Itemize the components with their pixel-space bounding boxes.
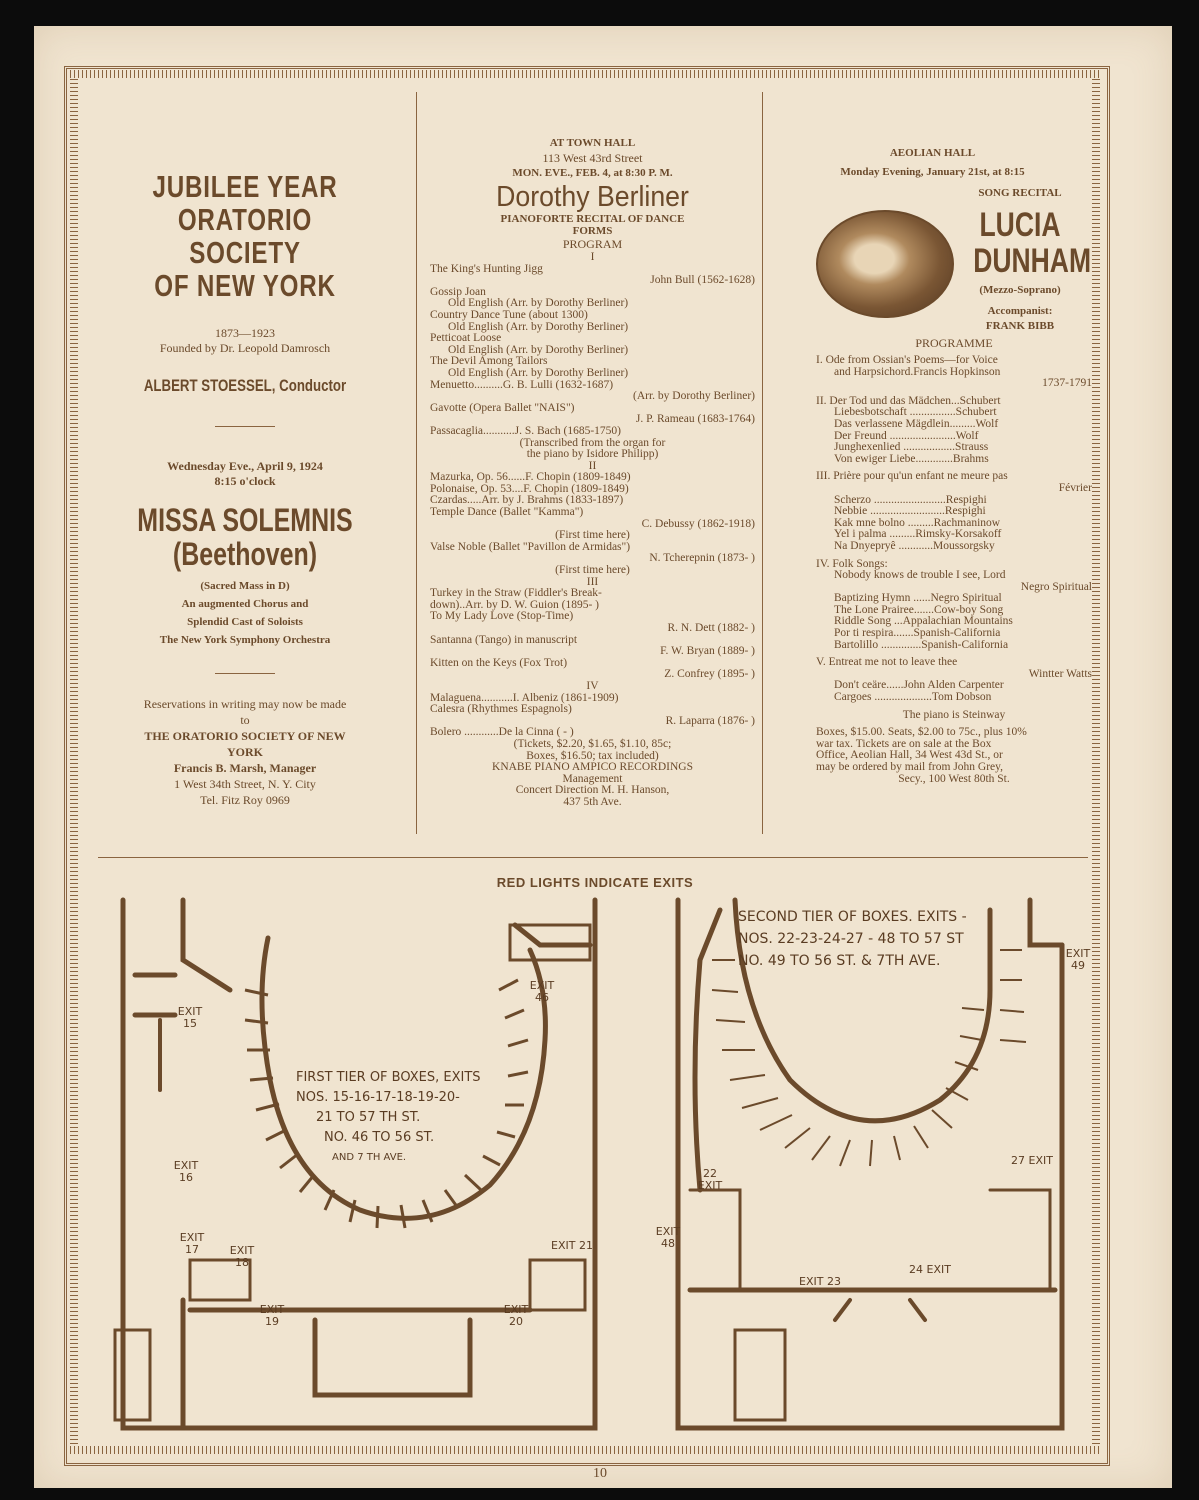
program-line: Country Dance Tune (about 1300) bbox=[430, 308, 588, 321]
recital-title: FORMS bbox=[572, 225, 613, 237]
program-line: Na Dnyepryê ............Moussorgsky bbox=[834, 539, 995, 552]
program-line: Passacaglia...........J. S. Bach (1685-1750) bbox=[430, 424, 621, 437]
program-line: III bbox=[586, 575, 599, 588]
program-line: Z. Confrey (1895- ) bbox=[664, 668, 755, 681]
program-line: II. Der Tod und das Mädchen...Schubert bbox=[816, 394, 1001, 407]
program-line: Old English (Arr. by Dorothy Berliner) bbox=[448, 343, 629, 356]
first-tier-wall-right bbox=[515, 925, 590, 945]
programme-label: PROGRAMME bbox=[915, 336, 993, 350]
first-tier-stage bbox=[315, 1320, 470, 1395]
program-line: Boxes, $15.00. Seats, $2.00 to 75c., plus 10% bbox=[816, 726, 1027, 739]
program-line: Gossip Joan bbox=[430, 285, 486, 298]
recital-date: Monday Evening, January 21st, at 8:15 bbox=[840, 166, 1025, 178]
founded: Founded by Dr. Leopold Damrosch bbox=[159, 341, 331, 355]
first-tier-note-line: FIRST TIER OF BOXES, EXITS bbox=[296, 1070, 481, 1085]
accompanist-label: Accompanist: bbox=[987, 305, 1053, 317]
program-line: The King's Hunting Jigg bbox=[430, 262, 543, 275]
first-tier-note-line: NOS. 15-16-17-18-19-20- bbox=[296, 1090, 460, 1105]
reservations-line: Reservations in writing may now be made bbox=[143, 697, 347, 711]
concert-date: Wednesday Eve., April 9, 1924 bbox=[167, 459, 323, 473]
program-line: I. Ode from Ossian's Poems—for Voice bbox=[816, 354, 998, 366]
program-line: may be ordered by mail from John Grey, bbox=[816, 761, 1004, 773]
program-line: Baptizing Hymn ......Negro Spiritual bbox=[834, 592, 1002, 605]
address: 1 West 34th Street, N. Y. City bbox=[174, 777, 316, 791]
accompanist-name: FRANK BIBB bbox=[985, 320, 1055, 332]
exit-label: EXIT 16 bbox=[173, 1159, 199, 1184]
program-line: Von ewiger Liebe.............Brahms bbox=[834, 452, 989, 465]
program-line: Scherzo .........................Respighi bbox=[834, 493, 987, 506]
program-line: (Arr. by Dorothy Berliner) bbox=[633, 390, 755, 403]
venue-address: 113 West 43rd Street bbox=[542, 151, 643, 165]
program-line: Concert Direction M. H. Hanson, bbox=[515, 784, 670, 797]
exit-label: EXIT 17 bbox=[179, 1231, 205, 1256]
program-line: Mazurka, Op. 56......F. Chopin (1809-1849) bbox=[430, 471, 631, 484]
program-line: Turkey in the Straw (Fiddler's Break- bbox=[430, 587, 602, 600]
program-line: The Devil Among Tailors bbox=[430, 355, 548, 368]
artist-first-name: LUCIA bbox=[979, 206, 1061, 244]
exit-label: EXIT 15 bbox=[177, 1005, 203, 1030]
org-line: YORK bbox=[227, 745, 263, 759]
program-line: Polonaise, Op. 53....F. Chopin (1809-1849) bbox=[430, 482, 629, 495]
years: 1873—1923 bbox=[215, 326, 275, 340]
program-line: Junghexenlied ..................Strauss bbox=[834, 441, 989, 454]
program-line: Santanna (Tango) in manuscript bbox=[430, 633, 578, 646]
program-line: Bolero ............De la Cinna ( - ) bbox=[430, 726, 574, 739]
program-label: PROGRAM bbox=[562, 237, 623, 251]
venue: AEOLIAN HALL bbox=[889, 147, 976, 159]
program-line: I bbox=[590, 251, 595, 263]
program-line: Negro Spiritual bbox=[1020, 580, 1092, 593]
program-line: Calesra (Rhythmes Espagnols) bbox=[430, 703, 572, 716]
first-tier-wall-left bbox=[183, 900, 230, 990]
program-line: Old English (Arr. by Dorothy Berliner) bbox=[448, 366, 629, 379]
exit-label: EXIT 18 bbox=[229, 1244, 255, 1269]
program-line: Février bbox=[1058, 481, 1092, 494]
program-line: Kitten on the Keys (Fox Trot) bbox=[430, 656, 568, 669]
program-line: Secy., 100 West 80th St. bbox=[898, 772, 1010, 785]
program-line: (Transcribed from the organ for bbox=[519, 436, 666, 449]
exit-label: EXIT 19 bbox=[259, 1303, 285, 1328]
program-line: (First time here) bbox=[555, 529, 630, 542]
program-line: Liebesbotschaft ................Schubert bbox=[834, 406, 997, 419]
first-tier-note-line: AND 7 TH AVE. bbox=[332, 1152, 407, 1163]
work-composer: (Beethoven) bbox=[172, 536, 318, 572]
program-line: and Harpsichord.Francis Hopkinson bbox=[834, 365, 1001, 378]
program-line: Kak mne bolno .........Rachmaninow bbox=[834, 516, 1001, 529]
conductor: ALBERT STOESSEL, Conductor bbox=[143, 376, 347, 395]
program-line: N. Tcherepnin (1873- ) bbox=[649, 552, 755, 565]
program-line: Bartolillo ..............Spanish-California bbox=[834, 638, 1009, 651]
program-line: Wintter Watts bbox=[1028, 667, 1092, 680]
work-title: MISSA SOLEMNIS bbox=[137, 502, 353, 538]
program-line: Czardas.....Arr. by J. Brahms (1833-1897) bbox=[430, 494, 624, 507]
program-line: F. W. Bryan (1889- ) bbox=[660, 645, 755, 658]
first-tier-note-line: NO. 46 TO 56 ST. bbox=[324, 1130, 435, 1145]
exit-label: EXIT 46 bbox=[529, 979, 555, 1004]
exit-label: 22 EXIT bbox=[697, 1167, 723, 1192]
artist-name: Dorothy Berliner bbox=[496, 181, 689, 213]
program-line: Nobody knows de trouble I see, Lord bbox=[834, 569, 1006, 582]
exit-label: 24 EXIT bbox=[909, 1263, 951, 1276]
subtitle-line: The New York Symphony Orchestra bbox=[159, 634, 331, 646]
exits-heading: RED LIGHTS INDICATE EXITS bbox=[496, 875, 694, 890]
exit-label: EXIT 48 bbox=[655, 1225, 681, 1250]
program-line: IV. Folk Songs: bbox=[816, 557, 888, 570]
program-line: Old English (Arr. by Dorothy Berliner) bbox=[448, 320, 629, 333]
subtitle-line: (Sacred Mass in D) bbox=[200, 580, 290, 592]
ad-title-line: OF NEW YORK bbox=[154, 268, 336, 303]
recital-title: PIANOFORTE RECITAL OF DANCE bbox=[500, 213, 685, 225]
program-line: V. Entreat me not to leave thee bbox=[816, 656, 958, 669]
program-line: The piano is Steinway bbox=[902, 708, 1006, 721]
program-line: The Lone Prairee.......Cow-boy Song bbox=[834, 603, 1004, 616]
program-line: R. N. Dett (1882- ) bbox=[667, 622, 755, 634]
artist-last-name: DUNHAM bbox=[973, 242, 1092, 280]
program-line: Yel i palma .........Rimsky-Korsakoff bbox=[834, 528, 1002, 541]
second-tier-left-arc bbox=[695, 910, 720, 1190]
second-tier-note bbox=[738, 906, 1038, 972]
program-line: Por ti respira.......Spanish-California bbox=[834, 627, 1001, 640]
program-line: C. Debussy (1862-1918) bbox=[641, 517, 755, 530]
org-line: THE ORATORIO SOCIETY OF NEW bbox=[144, 729, 346, 743]
program-line: (First time here) bbox=[555, 564, 630, 577]
subtitle-line: Splendid Cast of Soloists bbox=[187, 616, 303, 628]
program-line: Riddle Song ...Appalachian Mountains bbox=[834, 615, 1013, 628]
exit-label: EXIT 20 bbox=[503, 1303, 529, 1328]
second-tier-note-line: NO. 49 TO 56 ST. & 7TH AVE. bbox=[738, 953, 941, 969]
event-type: SONG RECITAL bbox=[978, 187, 1062, 199]
program-line: Petticoat Loose bbox=[430, 332, 502, 345]
program-line: Management bbox=[562, 772, 623, 785]
program-line: II bbox=[588, 459, 597, 472]
page-number: 10 bbox=[593, 1466, 607, 1481]
ad-title-line: ORATORIO SOCIETY bbox=[177, 202, 313, 270]
second-tier-note-line: SECOND TIER OF BOXES. EXITS - bbox=[738, 909, 967, 925]
program-line: Temple Dance (Ballet "Kamma") bbox=[430, 506, 584, 519]
exit-label: EXIT 21 bbox=[551, 1239, 593, 1252]
program-line: down)..Arr. by D. W. Guion (1895- ) bbox=[430, 598, 599, 611]
program-line: Malaguena...........I. Albeniz (1861-1909) bbox=[430, 691, 619, 704]
program-line: 437 5th Ave. bbox=[563, 795, 622, 808]
program-line: J. P. Rameau (1683-1764) bbox=[635, 413, 755, 426]
manager: Francis B. Marsh, Manager bbox=[173, 761, 317, 775]
program-line: John Bull (1562-1628) bbox=[650, 274, 755, 287]
program-line: (Tickets, $2.20, $1.65, $1.10, 85c; bbox=[513, 737, 672, 750]
first-tier-note bbox=[296, 1068, 496, 1168]
concert-time: 8:15 o'clock bbox=[214, 474, 276, 488]
program-line: Cargoes ....................Tom Dobson bbox=[834, 691, 992, 704]
program-line: 1737-1791 bbox=[1042, 377, 1092, 390]
voice-type: (Mezzo-Soprano) bbox=[979, 284, 1061, 296]
program-line: Menuetto..........G. B. Lulli (1632-1687) bbox=[430, 378, 614, 391]
first-tier-note-line: 21 TO 57 TH ST. bbox=[316, 1110, 421, 1125]
second-tier-note-line: NOS. 22-23-24-27 - 48 TO 57 ST bbox=[738, 931, 964, 947]
program-line: III. Prière pour qu'un enfant ne meure pas bbox=[816, 470, 1008, 483]
program-line: Gavotte (Opera Ballet "NAIS") bbox=[430, 401, 575, 414]
program-line: Office, Aeolian Hall, 34 West 43d St., or bbox=[816, 749, 1003, 762]
recital-date: MON. EVE., FEB. 4, at 8:30 P. M. bbox=[512, 167, 673, 179]
exit-label: EXIT 23 bbox=[799, 1275, 841, 1288]
program-line: Old English (Arr. by Dorothy Berliner) bbox=[448, 297, 629, 310]
program-line: Der Freund .......................Wolf bbox=[834, 429, 979, 442]
program-line: Nebbie ..........................Respighi bbox=[834, 505, 986, 518]
program-line: IV bbox=[586, 679, 599, 692]
subtitle-line: An augmented Chorus and bbox=[181, 598, 309, 610]
program-line: war tax. Tickets are on sale at the Box bbox=[816, 737, 992, 750]
program-line: KNABE PIANO AMPICO RECORDINGS bbox=[492, 761, 693, 774]
telephone: Tel. Fitz Roy 0969 bbox=[200, 793, 290, 807]
program-line: Valse Noble (Ballet "Pavillon de Armidas") bbox=[430, 540, 631, 553]
exit-label: 27 EXIT bbox=[1011, 1154, 1053, 1167]
program-line: Don't ceäre......John Alden Carpenter bbox=[834, 679, 1004, 692]
ad-title-line: JUBILEE YEAR bbox=[152, 169, 338, 204]
venue: AT TOWN HALL bbox=[549, 137, 636, 149]
exit-label: EXIT 49 bbox=[1065, 947, 1091, 972]
program-line: R. Laparra (1876- ) bbox=[665, 714, 755, 727]
program-line: To My Lady Love (Stop-Time) bbox=[430, 610, 574, 623]
program-line: the piano by Isidore Philipp) bbox=[526, 448, 659, 461]
program-line: Boxes, $16.50; tax included) bbox=[526, 749, 659, 762]
reservations-line: to bbox=[240, 713, 250, 727]
program-line: Das verlassene Mägdlein.........Wolf bbox=[834, 417, 999, 430]
